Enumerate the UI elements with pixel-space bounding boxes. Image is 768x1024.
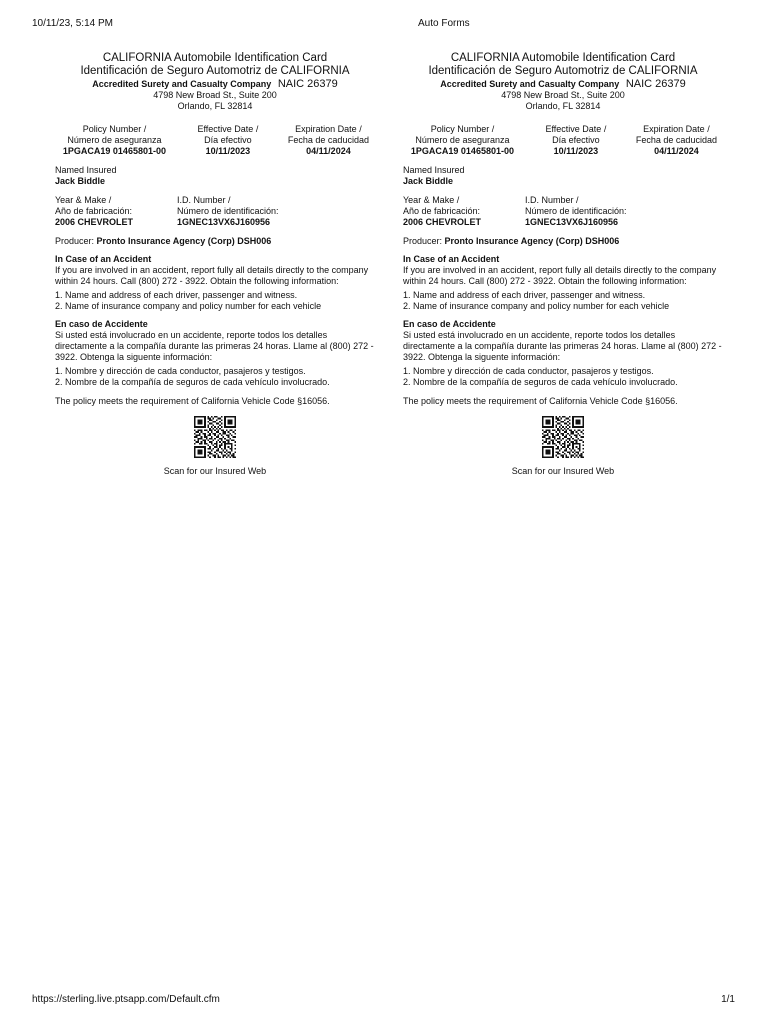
policy-number-label-en: Policy Number / [430,124,495,134]
year-make: 2006 CHEVROLET [55,217,134,227]
accident-title-es: En caso de Accidente [403,319,496,329]
policy-number-label-es: Número de aseguranza [415,135,510,145]
card-header [50,52,380,112]
company-address-line1: 4798 New Broad St., Suite 200 [501,90,625,100]
print-url: https://sterling.live.ptsapp.com/Default.cfm [32,994,220,1005]
company-line [50,79,380,90]
policy-grid [398,124,728,157]
expiration-date-label-es: Fecha de caducidad [635,135,717,145]
id-number-block [525,195,728,228]
policy-number: 1PGACA19 01465801-00 [62,146,166,156]
expiration-date-label-es: Fecha de caducidad [287,135,369,145]
naic-number: NAIC 26379 [277,78,338,90]
effective-date: 10/11/2023 [205,146,251,156]
vehicle-code-note: The policy meets the requirement of California Vehicle Code §16056. [403,396,678,406]
id-number-label-en: I.D. Number / [177,195,231,205]
print-datetime: 10/11/23, 5:14 PM [32,18,113,29]
accident-item-en: 1. Name and address of each driver, passenger and witness. [403,290,646,300]
named-insured-label: Named Insured [55,165,117,175]
accident-item-es: 1. Nombre y dirección de cada conductor, pasajeros y testigos. [403,366,654,376]
card-title-en: CALIFORNIA Automobile Identification Card [450,52,676,64]
accident-list-en [55,290,380,312]
accident-item-en: 2. Name of insurance company and policy number for each vehicle [55,301,322,311]
producer-line [398,236,728,247]
expiration-date: 04/11/2024 [654,146,699,156]
accident-list-en [403,290,728,312]
policy-number-label-en: Policy Number / [82,124,147,134]
vehicle-block [398,195,728,228]
year-make-label-es: Año de fabricación: [403,206,481,216]
year-make-label-en: Year & Make / [403,195,460,205]
policy-grid [50,124,380,157]
card-title-es: Identificación de Seguro Automotriz de CALIFORNIA [428,65,698,77]
year-make: 2006 CHEVROLET [403,217,482,227]
year-make-label-es: Año de fabricación: [55,206,133,216]
accident-text-en: If you are involved in an accident, report fully all details directly to the company within 24 hours. Call (800) 272 - 3922. Obtain the following information: [55,265,369,286]
policy-number-block [398,124,527,157]
year-make-block [403,195,525,228]
print-title: Auto Forms [418,18,470,29]
id-number: 1GNEC13VX6J160956 [525,217,619,227]
id-number-label-en: I.D. Number / [525,195,579,205]
company-name: Accredited Surety and Casualty Company [92,79,272,89]
named-insured: Jack Biddle [55,176,106,186]
accident-section-en [50,254,380,312]
print-header [0,18,768,32]
producer-name: Pronto Insurance Agency (Corp) DSH006 [96,236,272,246]
print-page-number: 1/1 [721,994,735,1005]
id-number-label-es: Número de identificación: [525,206,627,216]
named-insured-block [398,165,728,187]
scan-label: Scan for our Insured Web [511,466,615,476]
qr-block [50,416,380,461]
policy-number-block [50,124,179,157]
accident-list-es [55,366,380,388]
accident-item-es: 2. Nombre de la compañía de seguros de cada vehículo involucrado. [55,377,330,387]
scan-label: Scan for our Insured Web [163,466,267,476]
producer-label: Producer: [403,236,443,246]
accident-text-es: Si usted está involucrado en un accidente, reporte todos los detalles directamente a la compañía durante las primeras 24 horas. Llame al (800) 272 - 3922. Obtenga la siguente información: [403,330,722,362]
accident-section-es [398,319,728,388]
policy-number: 1PGACA19 01465801-00 [410,146,514,156]
qr-block [398,416,728,461]
company-line [398,79,728,90]
company-address-line1: 4798 New Broad St., Suite 200 [153,90,277,100]
card-header [398,52,728,112]
id-card-right [398,52,728,477]
effective-date-block [179,124,277,157]
company-address-line2: Orlando, FL 32814 [177,101,253,111]
accident-text-en: If you are involved in an accident, report fully all details directly to the company within 24 hours. Call (800) 272 - 3922. Obtain the following information: [403,265,717,286]
accident-title-en: In Case of an Accident [403,254,500,264]
named-insured: Jack Biddle [403,176,454,186]
effective-date-block [527,124,625,157]
company-name: Accredited Surety and Casualty Company [440,79,620,89]
producer-label: Producer: [55,236,95,246]
id-number-block [177,195,380,228]
vehicle-block [50,195,380,228]
accident-item-es: 1. Nombre y dirección de cada conductor, pasajeros y testigos. [55,366,306,376]
accident-item-es: 2. Nombre de la compañía de seguros de cada vehículo involucrado. [403,377,678,387]
accident-text-es: Si usted está involucrado en un accidente, reporte todos los detalles directamente a la compañía durante las primeras 24 horas. Llame al (800) 272 - 3922. Obtenga la siguente información: [55,330,374,362]
qr-code-icon[interactable] [194,416,236,458]
card-title-en: CALIFORNIA Automobile Identification Card [102,52,328,64]
qr-code-icon[interactable] [542,416,584,458]
vehicle-code-note: The policy meets the requirement of California Vehicle Code §16056. [55,396,330,406]
id-number: 1GNEC13VX6J160956 [177,217,271,227]
accident-section-es [50,319,380,388]
named-insured-label: Named Insured [403,165,465,175]
id-card-left [50,52,380,477]
expiration-date-label-en: Expiration Date / [295,124,362,134]
naic-number: NAIC 26379 [625,78,686,90]
producer-line [50,236,380,247]
effective-date-label-es: Día efectivo [552,135,600,145]
accident-title-en: In Case of an Accident [55,254,152,264]
year-make-label-en: Year & Make / [55,195,112,205]
accident-item-en: 2. Name of insurance company and policy number for each vehicle [403,301,670,311]
effective-date-label-en: Effective Date / [545,124,607,134]
accident-item-en: 1. Name and address of each driver, passenger and witness. [55,290,298,300]
expiration-date-block [625,124,728,157]
named-insured-block [50,165,380,187]
expiration-date: 04/11/2024 [306,146,351,156]
policy-number-label-es: Número de aseguranza [67,135,162,145]
company-address-line2: Orlando, FL 32814 [525,101,601,111]
accident-section-en [398,254,728,312]
id-number-label-es: Número de identificación: [177,206,279,216]
expiration-date-block [277,124,380,157]
card-title-es: Identificación de Seguro Automotriz de CALIFORNIA [80,65,350,77]
producer-name: Pronto Insurance Agency (Corp) DSH006 [444,236,620,246]
effective-date-label-es: Día efectivo [204,135,252,145]
accident-list-es [403,366,728,388]
accident-title-es: En caso de Accidente [55,319,148,329]
expiration-date-label-en: Expiration Date / [643,124,710,134]
effective-date: 10/11/2023 [553,146,599,156]
effective-date-label-en: Effective Date / [197,124,259,134]
year-make-block [55,195,177,228]
